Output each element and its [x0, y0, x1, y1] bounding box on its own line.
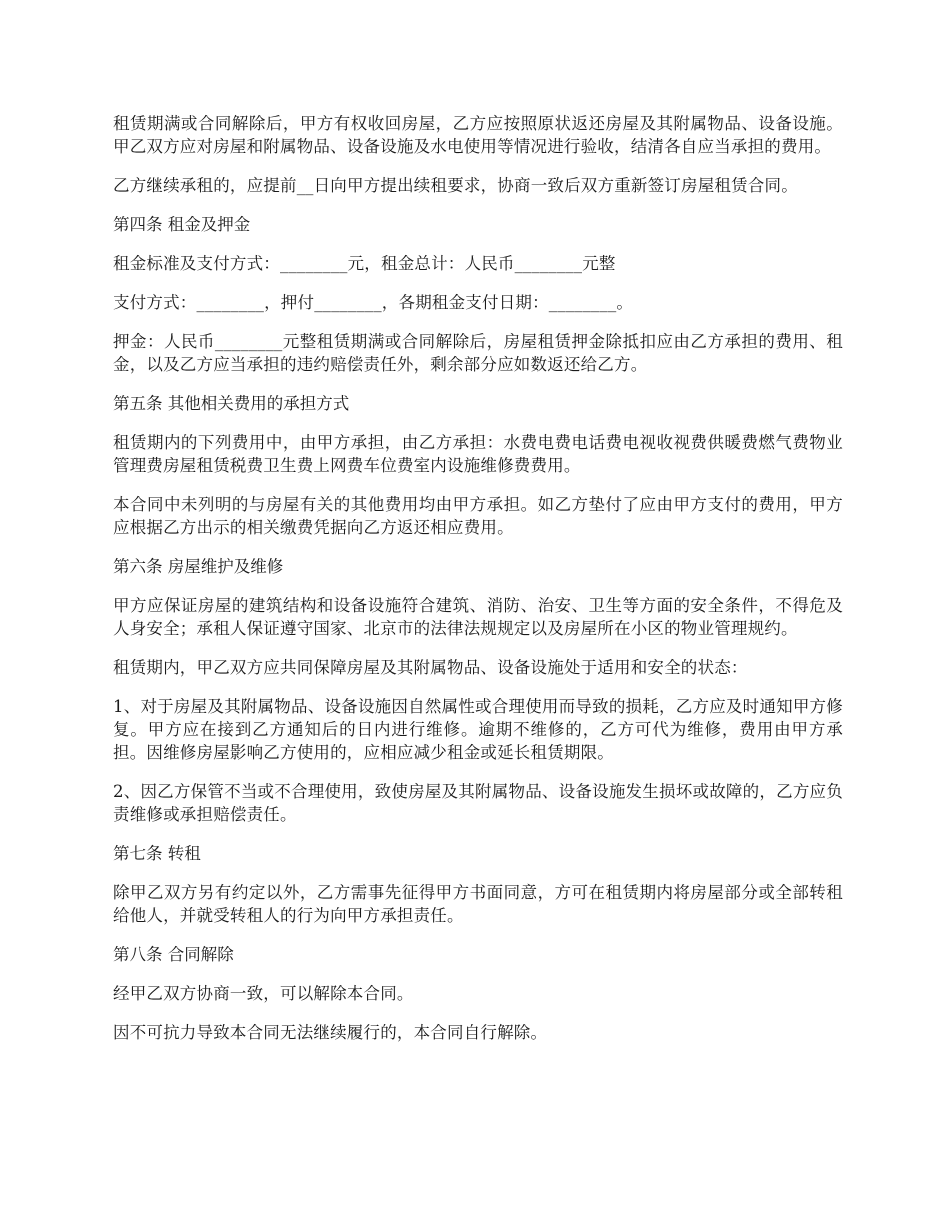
paragraph-item-1: 1、对于房屋及其附属物品、设备设施因自然属性或合理使用而导致的损耗，乙方应及时通知甲方修复。甲方应在接到乙方通知后的日内进行维修。逾期不维修的，乙方可代为维修，费用由甲方承担。因维修房屋影响乙方使用的，应相应减少租金或延长租赁期限。	[113, 697, 843, 762]
paragraph-item-2: 2、因乙方保管不当或不合理使用，致使房屋及其附属物品、设备设施发生损坏或故障的，乙方应负责维修或承担赔偿责任。	[113, 782, 843, 824]
heading-article-8: 第八条 合同解除	[113, 945, 234, 964]
paragraph-safety: 甲方应保证房屋的建筑结构和设备设施符合建筑、消防、治安、卫生等方面的安全条件，不得危及人身安全；承租人保证遵守国家、北京市的法律法规规定以及房屋所在小区的物业管理规约。	[113, 596, 843, 638]
heading-article-5: 第五条 其他相关费用的承担方式	[113, 394, 350, 413]
paragraph-force-majeure: 因不可抗力导致本合同无法继续履行的，本合同自行解除。	[113, 1023, 548, 1042]
paragraph-fees-list: 租赁期内的下列费用中，由甲方承担，由乙方承担：水费电费电话费电视收视费供暖费燃气费物业管理费房屋租赁税费卫生费上网费车位费室内设施维修费费用。	[113, 433, 843, 475]
paragraph-payment-method: 支付方式：________，押付________，各期租金支付日期：________。	[113, 293, 634, 312]
heading-article-6: 第六条 房屋维护及维修	[113, 557, 284, 576]
paragraph-sublease: 除甲乙双方另有约定以外，乙方需事先征得甲方书面同意，方可在租赁期内将房屋部分或全部转租给他人，并就受转租人的行为向甲方承担责任。	[113, 883, 843, 925]
paragraph-rent-standard: 租金标准及支付方式：________元，租金总计：人民币________元整	[113, 254, 616, 273]
heading-article-4: 第四条 租金及押金	[113, 215, 251, 234]
paragraph-mutual-termination: 经甲乙双方协商一致，可以解除本合同。	[113, 984, 414, 1003]
document-page	[113, 112, 843, 1060]
paragraph-renewal: 乙方继续承租的，应提前__日向甲方提出续租要求，协商一致后双方重新签订房屋租赁合同。	[113, 176, 798, 195]
paragraph-other-fees: 本合同中未列明的与房屋有关的其他费用均由甲方承担。如乙方垫付了应由甲方支付的费用，甲方应根据乙方出示的相关缴费凭据向乙方返还相应费用。	[113, 495, 843, 537]
heading-article-7: 第七条 转租	[113, 844, 201, 863]
paragraph-deposit: 押金：人民币________元整租赁期满或合同解除后，房屋租赁押金除抵扣应由乙方承担的费用、租金，以及乙方应当承担的违约赔偿责任外，剩余部分应如数返还给乙方。	[113, 332, 843, 374]
paragraph-return-house: 租赁期满或合同解除后，甲方有权收回房屋，乙方应按照原状返还房屋及其附属物品、设备设施。甲乙双方应对房屋和附属物品、设备设施及水电使用等情况进行验收，结清各自应当承担的费用。	[113, 114, 843, 156]
paragraph-joint-guarantee: 租赁期内，甲乙双方应共同保障房屋及其附属物品、设备设施处于适用和安全的状态：	[113, 658, 748, 677]
